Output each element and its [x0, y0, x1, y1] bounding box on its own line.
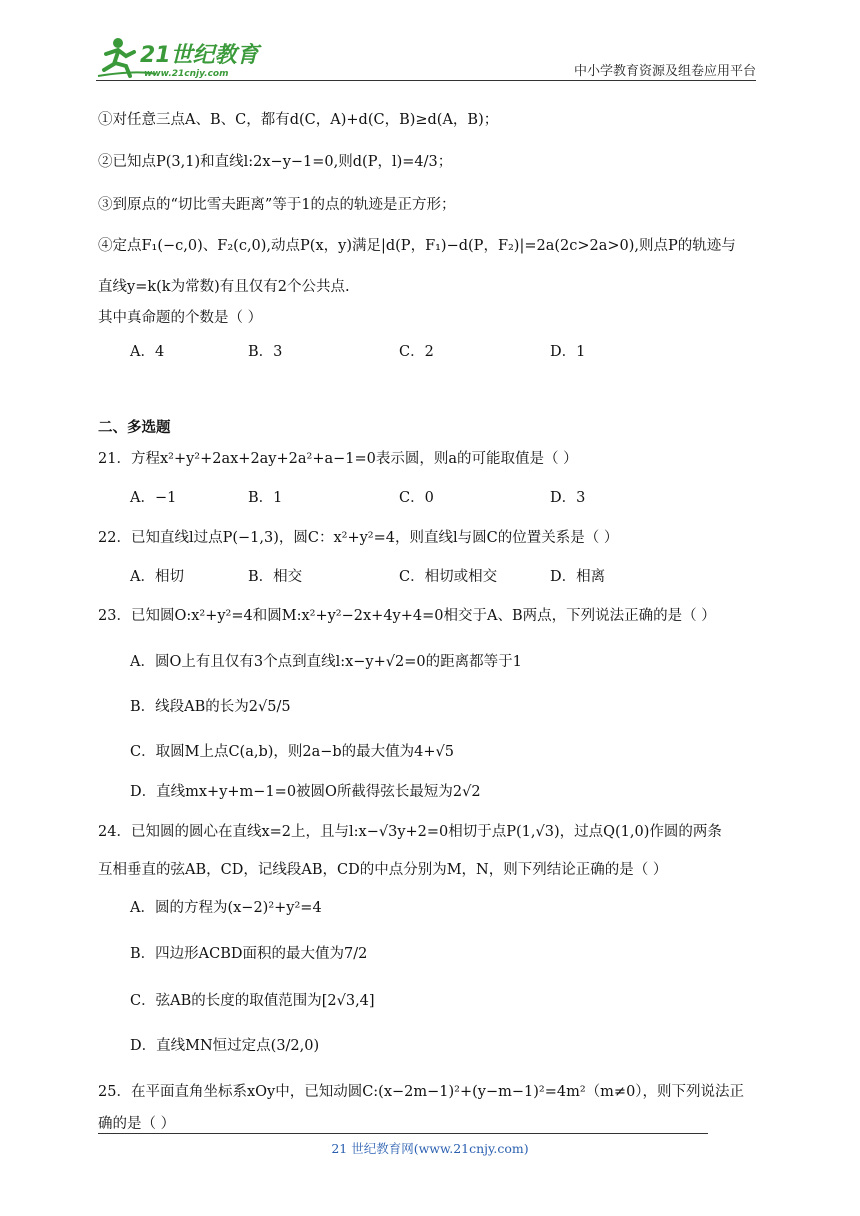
q21-option-a: A．−1: [130, 490, 177, 506]
runner-logo-icon: [96, 34, 266, 82]
statement-4-line1: ④定点F₁(−c,0)、F₂(c,0),动点P(x，y)满足|d(P，F₁)−d(P，F₂)|=2a(2c>2a>0),则点P的轨迹与: [98, 238, 736, 254]
q22-option-d: D．相离: [550, 569, 606, 585]
question-21-stem: 21．方程x²+y²+2ax+2ay+2a²+a−1=0表示圆，则a的可能取值是（ ）: [98, 451, 578, 467]
question-20-stem: 其中真命题的个数是（ ）: [98, 310, 263, 326]
q20-option-d: D．1: [550, 344, 586, 360]
svg-text:21世纪教育: 21世纪教育: [140, 43, 259, 68]
header-divider: [96, 80, 756, 81]
question-23-stem: 23．已知圆O:x²+y²=4和圆M:x²+y²−2x+4y+4=0相交于A、B两点，下列说法正确的是（ ）: [98, 608, 716, 624]
question-22-stem: 22．已知直线l过点P(−1,3)，圆C：x²+y²=4，则直线l与圆C的位置关系是（ ）: [98, 530, 619, 546]
statement-1: ①对任意三点A、B、C，都有d(C，A)+d(C，B)≥d(A，B)；: [98, 112, 499, 128]
statement-3: ③到原点的“切比雪夫距离”等于1的点的轨迹是正方形；: [98, 197, 456, 213]
svg-text:www.21cnjy.com: www.21cnjy.com: [144, 69, 229, 79]
q21-option-c: C．0: [399, 490, 434, 506]
footer-divider: [98, 1133, 708, 1134]
site-logo: [96, 34, 266, 82]
q23-option-b: B．线段AB的长为2√5/5: [130, 699, 291, 715]
q22-option-c: C．相切或相交: [399, 569, 498, 585]
q23-option-c: C．取圆M上点C(a,b)，则2a−b的最大值为4+√5: [130, 744, 455, 760]
q24-option-d: D．直线MN恒过定点(3/2,0): [130, 1038, 320, 1054]
q24-option-b: B．四边形ACBD面积的最大值为7/2: [130, 946, 368, 962]
q21-option-d: D．3: [550, 490, 586, 506]
q20-option-c: C．2: [399, 344, 434, 360]
q24-option-c: C．弦AB的长度的取值范围为[2√3,4]: [130, 993, 375, 1009]
footer-link[interactable]: 21 世纪教育网(www.21cnjy.com): [331, 1141, 529, 1156]
q23-option-a: A．圆O上有且仅有3个点到直线l:x−y+√2=0的距离都等于1: [130, 654, 522, 670]
question-25-stem-line2: 确的是（ ）: [98, 1116, 176, 1132]
q20-option-b: B．3: [248, 344, 283, 360]
question-25-stem-line1: 25．在平面直角坐标系xOy中，已知动圆C:(x−2m−1)²+(y−m−1)²=4m²（m≠0），则下列说法正: [98, 1084, 745, 1100]
q20-option-a: A．4: [130, 344, 165, 360]
q24-option-a: A．圆的方程为(x−2)²+y²=4: [130, 900, 322, 916]
q22-option-b: B．相交: [248, 569, 303, 585]
q22-option-a: A．相切: [130, 569, 184, 585]
statement-4-line2: 直线y=k(k为常数)有且仅有2个公共点.: [98, 279, 350, 295]
q21-option-b: B．1: [248, 490, 283, 506]
question-24-stem-line2: 互相垂直的弦AB，CD，记线段AB，CD的中点分别为M，N，则下列结论正确的是（ ）: [98, 862, 668, 878]
q23-option-d: D．直线mx+y+m−1=0被圆O所截得弦长最短为2√2: [130, 784, 481, 800]
header-platform-name: 中小学教育资源及组卷应用平台: [573, 64, 756, 79]
statement-2: ②已知点P(3,1)和直线l:2x−y−1=0,则d(P，l)=4/3；: [98, 154, 453, 170]
section-title: 二、多选题: [98, 420, 171, 436]
question-24-stem-line1: 24．已知圆的圆心在直线x=2上，且与l:x−√3y+2=0相切于点P(1,√3)，过点Q(1,0)作圆的两条: [98, 824, 722, 840]
